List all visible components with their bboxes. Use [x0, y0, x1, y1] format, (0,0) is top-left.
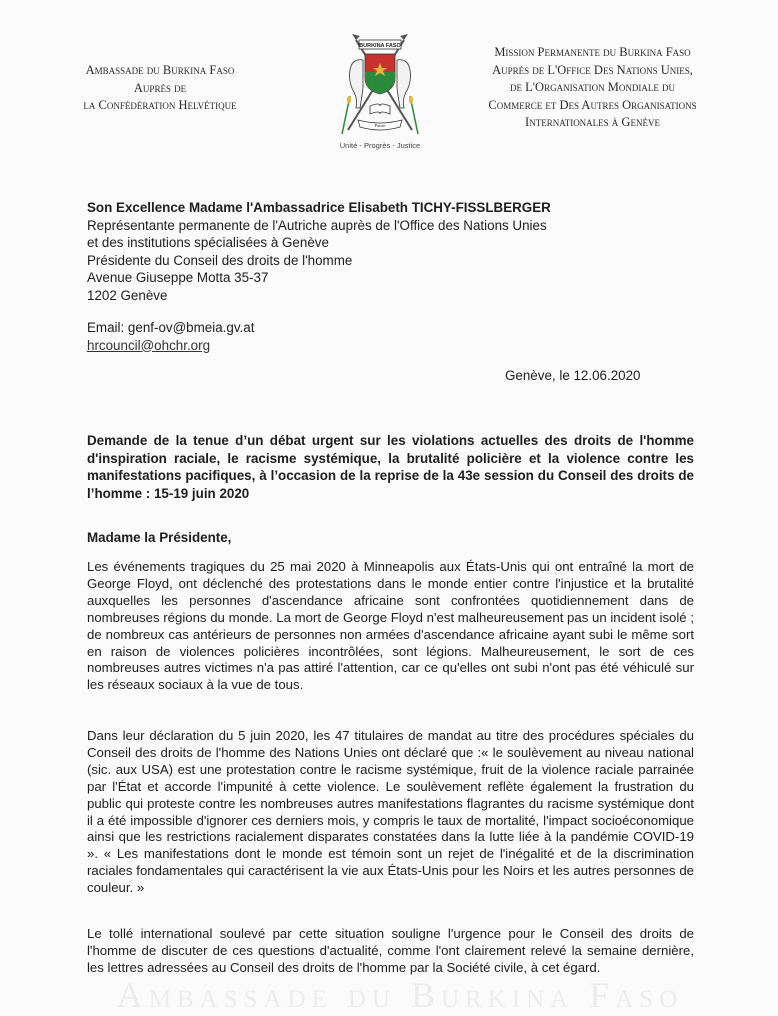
addressee-line: Présidente du Conseil des droits de l'homme [87, 252, 353, 268]
addressee-line: Avenue Giuseppe Motta 35-37 [87, 270, 269, 285]
right-letterhead-line: Internationales à Genève [525, 115, 660, 129]
addressee-line: 1202 Genève [87, 287, 168, 303]
footer-watermark: Ambassade du Burkina Faso [116, 975, 684, 1015]
left-letterhead-line: Auprès de [133, 80, 187, 95]
right-letterhead-line: Commerce et Des Autres Organisations [488, 97, 697, 112]
left-letterhead-line: Ambassade du Burkina Faso [85, 63, 235, 77]
left-letterhead [55, 62, 265, 115]
right-letterhead [450, 44, 735, 132]
letter-subject: Demande de la tenue d’un débat urgent sur les violations actuelles des droits de l'homme d'inspiration raciale, le racisme systémique, la brutalité policière et la violence contre les manifestations pacifiques, à l’occasion de la reprise de la 43e session du Conseil des droits de l’homme : 15-19 juin 2020 [87, 433, 694, 501]
national-motto: Unité - Progrès - Justice [339, 141, 421, 150]
addressee-line: Représentante permanente de l'Autriche auprès de l'Office des Nations Unies [87, 217, 547, 233]
body-paragraph: Dans leur déclaration du 5 juin 2020, les 47 titulaires de mandat au titre des procédures spéciales du Conseil des droits de l'homme des Nations Unies ont déclaré que :« le soulèvement au niveau national (sic. aux USA) est une protestation contre le racisme systémique, fruit de la violence raciale parrainée par l'État et accorde l'impunité à cette violence. Le soulèvement reflète également la frustration du public qui proteste contre les nombreuses autres manifestations flagrantes du racisme systémique dont il a été impossible d'ignorer ces derniers mois, y compris le taux de mortalité, l'impact socioéconomique ainsi que les restrictions racialement disparates constatées dans la lutte liée à la pandémie COVID-19 ». « Les manifestations dont le monde est témoin sont un rejet de l'inégalité et de la discrimination raciales fondamentales qui caractérisent la vie aux États-Unis pour les Noirs et les autres personnes de couleur. » [87, 728, 694, 896]
emblem-ribbon-text: Patrie [374, 123, 386, 128]
addressee-email-link[interactable]: hrcouncil@ohchr.org [87, 337, 211, 353]
body-paragraph: Les événements tragiques du 25 mai 2020 à Minneapolis aux États-Unis qui ont entraîné la mort de George Floyd, ont déclenché des protestations dans le monde entier contre l'injustice et la brutalité auxquelles les personnes d'ascendance africaine sont confrontées quotidiennement dans de nombreuses régions du monde. La mort de George Floyd n'est malheureusement pas un incident isolé ; de nombreux cas antérieurs de personnes non armées d'ascendance africaine ayant subi le même sort en raison de violences policières incontrôlées, sont légions. Malheureusement, le sort de ces nombreuses autres victimes n'a pas attiré l'attention, car ce qu'elles ont subi n'ont pas été véhiculé sur les réseaux sociaux à la vue de tous. [87, 559, 694, 693]
addressee-line: et des institutions spécialisées à Genève [87, 235, 329, 250]
letter-date: Genève, le 12.06.2020 [505, 368, 641, 383]
right-letterhead-line: Auprès de L'Office Des Nations Unies, [492, 62, 693, 77]
addressee-name: Son Excellence Madame l'Ambassadrice Elisabeth TICHY-FISSLBERGER [87, 200, 551, 215]
emblem-banner-text: BURKINA FASO [359, 43, 401, 49]
left-letterhead-line: la Confédération Helvétique [83, 98, 237, 112]
coat-of-arms-emblem [330, 30, 430, 140]
right-letterhead-line: de L'Organisation Mondiale du [510, 80, 675, 94]
addressee-email: Email: genf-ov@bmeia.gv.at [87, 320, 255, 335]
right-letterhead-line: Mission Permanente du Burkina Faso [494, 45, 691, 59]
body-paragraph: Le tollé international soulevé par cette situation souligne l'urgence pour le Conseil des droits de l'homme de discuter de ces questions d'actualité, comme l'ont clairement relevé la semaine dernière, les lettres adressées au Conseil des droits de l'homme par la Société civile, à cet égard. [87, 926, 694, 975]
addressee-block [87, 199, 687, 354]
salutation: Madame la Présidente, [87, 530, 232, 545]
